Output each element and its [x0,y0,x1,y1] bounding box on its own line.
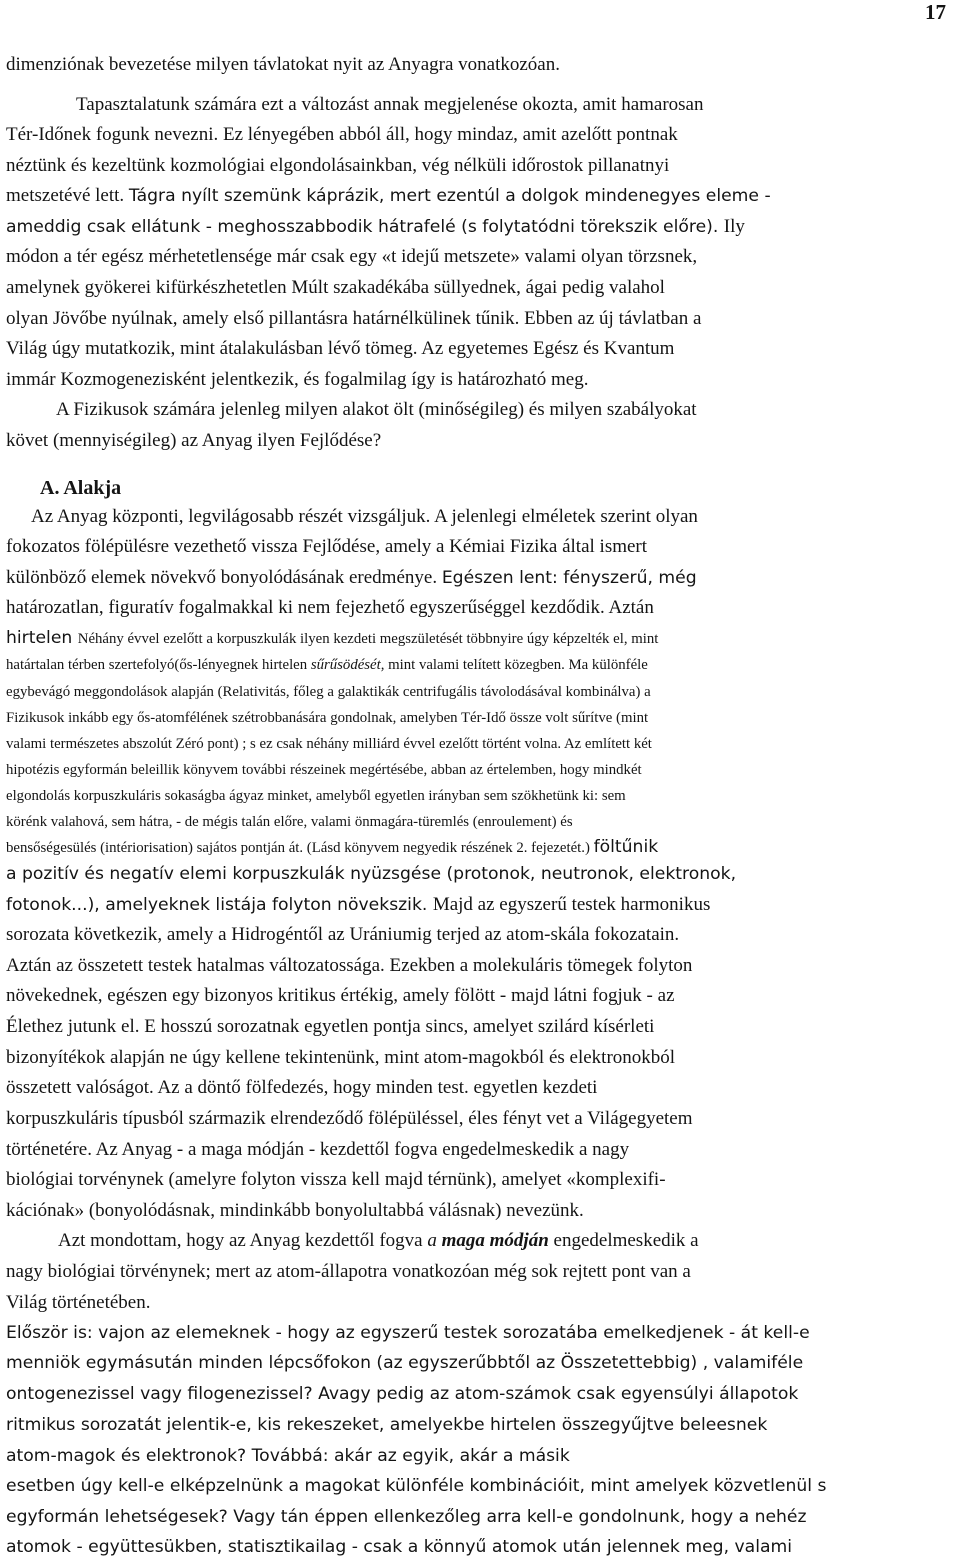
text-run: Majd az egyszerű testek harmonikus [432,894,711,915]
text-run: Tágra nyílt szemünk káprázik, mert ezentúl a dolgok mindenegyes eleme - [128,186,771,206]
text-run: ritmikus sorozatát jelentik-e, kis rekeszeket, amelyekbe hirtelen összegyűjtve beleesnek [6,1415,768,1435]
footnote-text: Néhány évvel ezelőtt a korpuszkulák ilyen kezdeti megszületését többnyire úgy képzelték el, mint [77,631,659,647]
text-run: menniök egymásután minden lépcsőfokon (az egyszerűbbtől az Összetettebbig) , valamiféle [6,1353,804,1373]
text-line [6,808,573,835]
text-line [6,730,652,757]
text-line [6,1106,693,1132]
text-line [6,565,697,591]
text-line [6,704,648,731]
text-run: fokozatos fölépülésre vezethető vissza Fejlődése, amely a Kémiai Fizika által ismert [6,536,648,557]
text-run: a pozitív és negatív elemi korpuszkulák nyüzsgése (protonok, neutronok, elektronok, [6,864,737,884]
text-line [6,428,381,454]
text-run: ameddig csak ellátunk - meghosszabbodik hátrafelé (s folytatódni törekszik előre). [6,217,724,237]
text-line [6,1137,629,1163]
text-run: biológiai torvénynek (amelyre folyton vissza kell majd térnünk), amelyet «komplexifi- [6,1169,666,1190]
text-run: immár Kozmogenezisként jelentkezik, és fogalmilag így is határozható meg. [6,369,589,390]
text-line [6,1014,654,1040]
text-line [6,983,675,1009]
text-line [6,834,658,861]
text-run: Tér-Időnek fogunk nevezni. Ez lényegében abból áll, hogy mindaz, amit azelőtt pontnak [6,124,678,145]
text-run: néztünk és kezeltünk kozmológiai elgondolásainkban, vég nélküli időrostok pillanatnyi [6,155,670,176]
text-line [6,153,669,179]
text-line [6,1320,810,1346]
text-run: föltűnik [593,837,659,857]
text-line [6,1259,691,1285]
text-run: követ (mennyiségileg) az Anyag ilyen Fejlődése? [6,430,382,451]
footnote-text: mint valami telített közegben. Ma különféle [384,657,648,673]
text-line [6,892,710,918]
text-line [6,922,679,948]
text-run: nagy biológiai törvénynek; mert az atom-állapotra vonatkozóan még sok rejtett pont van a [6,1261,691,1282]
text-line [76,92,704,118]
text-line [6,367,588,393]
text-line [6,1504,807,1530]
text-line [31,504,698,530]
text-line [40,475,121,502]
text-line [6,183,771,209]
text-line [6,336,674,362]
text-run: atom-magok és elektronok? Továbbá: akár az egyik, akár a másik [6,1446,570,1466]
text-run: dimenziónak bevezetése milyen távlatokat nyit az Anyagra vonatkozóan. [6,54,560,75]
footnote-text: egybevágó meggondolások alapján (Relativitás, főleg a galaktikák centrifugális távolodásával kombinálva) a [6,684,651,700]
footnote-text: valami természetes abszolút Zéró pont) ; s ez csak néhány milliárd évvel ezelőtt történt volna. Az említett két [6,736,652,752]
text-line [6,625,658,652]
text-run: Először is: vajon az elemeknek - hogy az egyszerű testek sorozatába emelkedjenek - át kell-e [6,1323,810,1343]
text-run: történetére. Az Anyag - a maga módján - kezdettől fogva engedelmeskedik a nagy [6,1139,630,1160]
text-line [6,1350,803,1376]
text-run: módon a tér egész mérhetetlensége már csak egy «t idejű metszete» valami olyan törzsnek, [6,246,698,267]
text-line [6,214,745,240]
text-run: Világ úgy mutatkozik, mint átalakulásban lévő tömeg. Az egyetemes Egész és Kvantum [6,338,675,359]
text-run: Élethez jutunk el. E hosszú sorozatnak egyetlen pontja sincs, amelyet szilárd kísérleti [6,1016,655,1037]
text-run: Egészen lent: fényszerű, még [441,568,697,588]
text-line [6,1198,584,1224]
text-line [58,1228,699,1254]
page-number: 17 [925,0,946,24]
text-line [6,52,560,78]
text-line [6,1443,570,1469]
text-run: maga módján [441,1230,549,1251]
text-line [6,595,654,621]
text-run: növekednek, egészen egy bizonyos kritikus értékig, amely fölött - majd látni fogjuk - az [6,985,675,1006]
text-line [6,782,626,809]
footnote-text: sűrűsödését, [310,657,385,673]
text-run: A Fizikusok számára jelenleg milyen alakot ölt (minőségileg) és milyen szabályokat [56,399,697,420]
text-run: Az Anyag központi, legvilágosabb részét vizsgáljuk. A jelenlegi elméletek szerint olyan [31,506,698,527]
text-line [6,861,736,887]
footnote-text: körénk valahová, sem hátra, - de mégis talán előre, valami önmagára-türemlés (enroulement) és [6,814,573,830]
text-run: a [427,1230,442,1251]
footnote-text: bensőségesülés (intériorisation) sajátos pontján át. (Lásd könyvem negyedik részének 2. fejezetét.) [6,840,594,856]
text-line [6,1412,767,1438]
text-line [6,1381,798,1407]
text-run: atomok - együttesükben, statisztikailag - csak a könnyű atomok után jelennek meg, valami [6,1537,793,1557]
text-run: egyformán lehetségesek? Vagy tán éppen ellenkezőleg arra kell-e gondolnunk, hogy a nehéz [6,1507,807,1527]
text-run: bizonyítékok alapján ne úgy kellene tekintenünk, mint atom-magokból és elektronokból [6,1047,676,1068]
text-run: Világ történetében. [6,1292,151,1313]
text-run: ontogenezissel vagy filogenezissel? Avagy pedig az atom-számok csak egyensúlyi állapotok [6,1384,799,1404]
text-run: olyan Jövőbe nyúlnak, amely első pillantásra határnélkülinek tűnik. Ebben az új távlatban a [6,308,702,329]
footnote-text: határtalan térben szertefolyó(ős-lényegnek hirtelen [6,657,311,673]
text-line [6,244,697,270]
text-line [6,678,651,705]
text-line [6,1045,675,1071]
footnote-text: Fizikusok inkább egy ős-atomfélének szétrobbanására gondolnak, amelyben Tér-Idő össze volt sűrítve (mint [6,710,649,726]
section-heading: A. Alakja [40,477,122,499]
footnote-text: elgondolás korpuszkuláris sokaságba ágyaz minket, amelyből egyetlen irányban sem szökhetünk ki: sem [6,788,626,804]
text-line [6,275,665,301]
text-line [6,953,692,979]
footnote-text: hipotézis egyformán beleillik könyvem további részeinek megértésébe, abban az értelemben, hogy mindkét [6,762,642,778]
text-run: engedelmeskedik a [548,1230,699,1251]
text-run: sorozata következik, amely a Hidrogéntől az Urániumig terjed az atom-skála fokozatain. [6,924,680,945]
text-line [6,651,648,678]
text-run: határozatlan, figuratív fogalmakkal ki nem fejezhető egyszerűséggel kezdődik. Aztán [6,597,654,618]
text-line [6,306,701,332]
text-run: metszetévé lett. [6,185,129,206]
text-line [6,1075,597,1101]
text-line [6,122,678,148]
text-run: Ily [723,216,745,237]
text-run: korpuszkuláris típusból származik elrendeződő fölépüléssel, éles fényt vet a Világegyetem [6,1108,693,1129]
text-line [6,1473,826,1499]
text-run: Aztán az összetett testek hatalmas változatossága. Ezekben a molekuláris tömegek folyton [6,955,693,976]
text-line [6,534,647,560]
text-run: amelynek gyökerei kifürkészhetetlen Múlt szakadékába süllyednek, ágai pedig valahol [6,277,665,298]
text-line [6,1290,150,1316]
text-run: összetett valóságot. Az a döntő fölfedezés, hogy minden test. egyetlen kezdeti [6,1077,598,1098]
text-run: fotonok...), amelyeknek listája folyton növekszik. [6,895,433,915]
text-line [6,756,642,783]
text-run: Tapasztalatunk számára ezt a változást annak megjelenése okozta, amit hamarosan [76,94,704,115]
text-run: kációnak» (bonyolódásnak, mindinkább bonyolultabbá válásnak) nevezünk. [6,1200,584,1221]
text-run: különböző elemek növekvő bonyolódásának eredménye. [6,567,442,588]
text-line [6,1167,666,1193]
text-run: esetben úgy kell-e elképzelnünk a magokat különféle kombinációit, mint amelyek közvetlenül s [6,1476,827,1496]
text-run: Azt mondottam, hogy az Anyag kezdettől fogva [58,1230,428,1251]
text-run: hirtelen [6,628,78,648]
text-line [56,397,697,423]
